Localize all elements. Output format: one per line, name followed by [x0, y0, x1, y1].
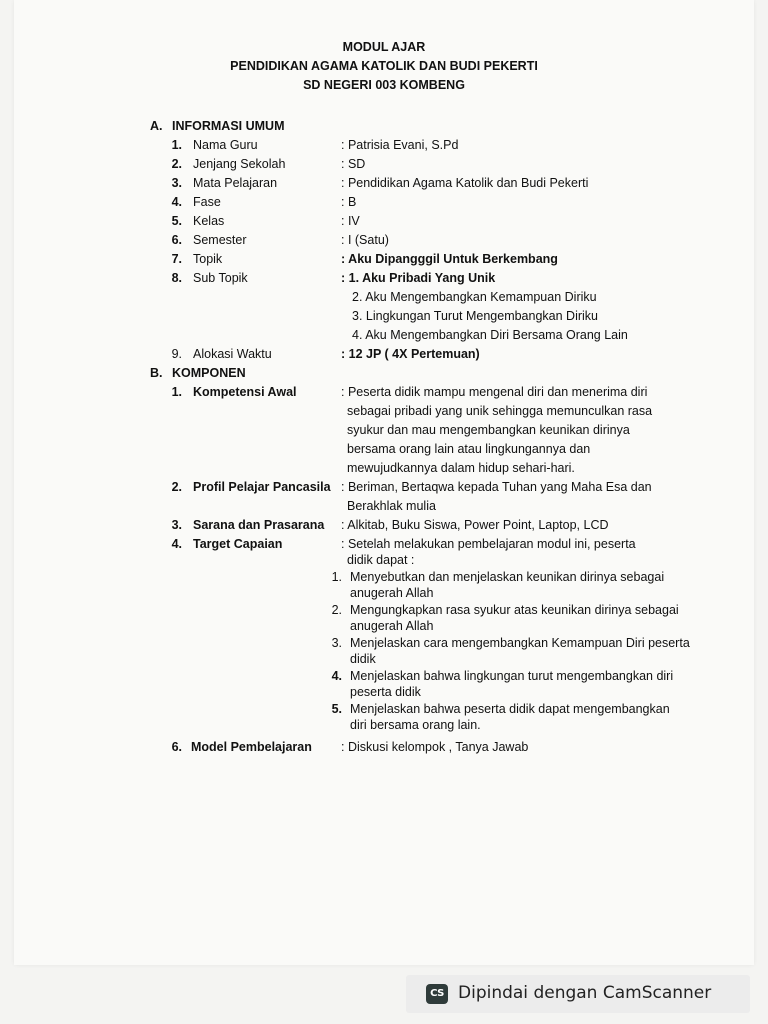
row-label: Mata Pelajaran [193, 176, 278, 190]
row-number: 2. [171, 157, 182, 171]
camscanner-logo-icon: CS [426, 984, 448, 1004]
list-item: didik [350, 652, 376, 666]
row-number: 1. [171, 385, 182, 399]
section-a-title: INFORMASI UMUM [172, 119, 285, 133]
section-b-label: B. [150, 366, 163, 380]
row-label: Target Capaian [193, 537, 283, 551]
row-number: 9. [171, 347, 182, 361]
row-value: : Setelah melakukan pembelajaran modul ini, peserta [341, 537, 636, 551]
row-value: sebagai pribadi yang unik sehingga memunculkan rasa [347, 404, 653, 418]
row-number: 2. [171, 480, 182, 494]
row-label: Semester [193, 233, 247, 247]
row-number: 3. [171, 176, 182, 190]
list-item: anugerah Allah [350, 586, 434, 600]
row-value: : SD [341, 157, 366, 171]
row-label: Nama Guru [193, 138, 258, 152]
doc-title: MODUL AJAR [342, 40, 426, 54]
subtopic-item: 2. Aku Mengembangkan Kemampuan Diriku [352, 290, 597, 304]
section-b-title: KOMPONEN [172, 366, 246, 380]
doc-school: SD NEGERI 003 KOMBENG [303, 78, 465, 92]
camscanner-watermark [406, 975, 750, 1013]
row-value: : Pendidikan Agama Katolik dan Budi Pekerti [341, 176, 589, 190]
row-label: Alokasi Waktu [193, 347, 272, 361]
row-label: Model Pembelajaran [191, 740, 312, 754]
row-value: : I (Satu) [341, 233, 389, 247]
subtopic-item: 4. Aku Mengembangkan Diri Bersama Orang Lain [352, 328, 628, 342]
row-number: 4. [171, 195, 182, 209]
row-value: : Diskusi kelompok , Tanya Jawab [341, 740, 529, 754]
doc-subject: PENDIDIKAN AGAMA KATOLIK DAN BUDI PEKERTI [230, 59, 538, 73]
list-item: anugerah Allah [350, 619, 434, 633]
row-label: Sub Topik [193, 271, 248, 285]
row-value: didik dapat : [347, 553, 415, 567]
row-value: : 1. Aku Pribadi Yang Unik [341, 271, 496, 285]
row-label: Sarana dan Prasarana [193, 518, 325, 532]
list-number: 5. [331, 702, 342, 716]
row-label: Topik [193, 252, 223, 266]
row-value: : 12 JP ( 4X Pertemuan) [341, 347, 480, 361]
row-value: Berakhlak mulia [347, 499, 436, 513]
list-item: Menyebutkan dan menjelaskan keunikan dirinya sebagai [350, 570, 665, 584]
row-number: 8. [171, 271, 182, 285]
list-number: 1. [331, 570, 342, 584]
row-value: syukur dan mau mengembangkan keunikan dirinya [347, 423, 630, 437]
list-item: Menjelaskan cara mengembangkan Kemampuan Diri peserta [350, 636, 690, 650]
list-number: 2. [331, 603, 342, 617]
subtopic-item: 3. Lingkungan Turut Mengembangkan Diriku [352, 309, 598, 323]
list-number: 3. [331, 636, 342, 650]
camscanner-text: Dipindai dengan CamScanner [458, 983, 712, 1003]
row-value: : IV [341, 214, 360, 228]
document-header [0, 38, 768, 95]
row-value: : Alkitab, Buku Siswa, Power Point, Laptop, LCD [341, 518, 609, 532]
row-number: 3. [171, 518, 182, 532]
list-item: Mengungkapkan rasa syukur atas keunikan dirinya sebagai [350, 603, 679, 617]
list-item: peserta didik [350, 685, 421, 699]
row-value: : Peserta didik mampu mengenal diri dan menerima diri [341, 385, 648, 399]
row-value: : Patrisia Evani, S.Pd [341, 138, 459, 152]
section-a-label: A. [150, 119, 163, 133]
row-value: mewujudkannya dalam hidup sehari-hari. [347, 461, 575, 475]
row-number: 7. [171, 252, 182, 266]
row-number: 4. [171, 537, 182, 551]
list-item: diri bersama orang lain. [350, 718, 481, 732]
list-item: Menjelaskan bahwa peserta didik dapat mengembangkan [350, 702, 670, 716]
row-value: bersama orang lain atau lingkungannya dan [347, 442, 591, 456]
row-number: 6. [171, 233, 182, 247]
row-value: : Beriman, Bertaqwa kepada Tuhan yang Maha Esa dan [341, 480, 652, 494]
row-label: Profil Pelajar Pancasila [193, 480, 331, 494]
row-number: 1. [171, 138, 182, 152]
row-label: Fase [193, 195, 221, 209]
list-number: 4. [331, 669, 342, 683]
row-number: 6. [171, 740, 182, 754]
row-label: Kompetensi Awal [193, 385, 297, 399]
row-value: : Aku Dipangggil Untuk Berkembang [341, 252, 558, 266]
row-label: Jenjang Sekolah [193, 157, 286, 171]
row-number: 5. [171, 214, 182, 228]
row-label: Kelas [193, 214, 225, 228]
list-item: Menjelaskan bahwa lingkungan turut mengembangkan diri [350, 669, 674, 683]
row-value: : B [341, 195, 357, 209]
